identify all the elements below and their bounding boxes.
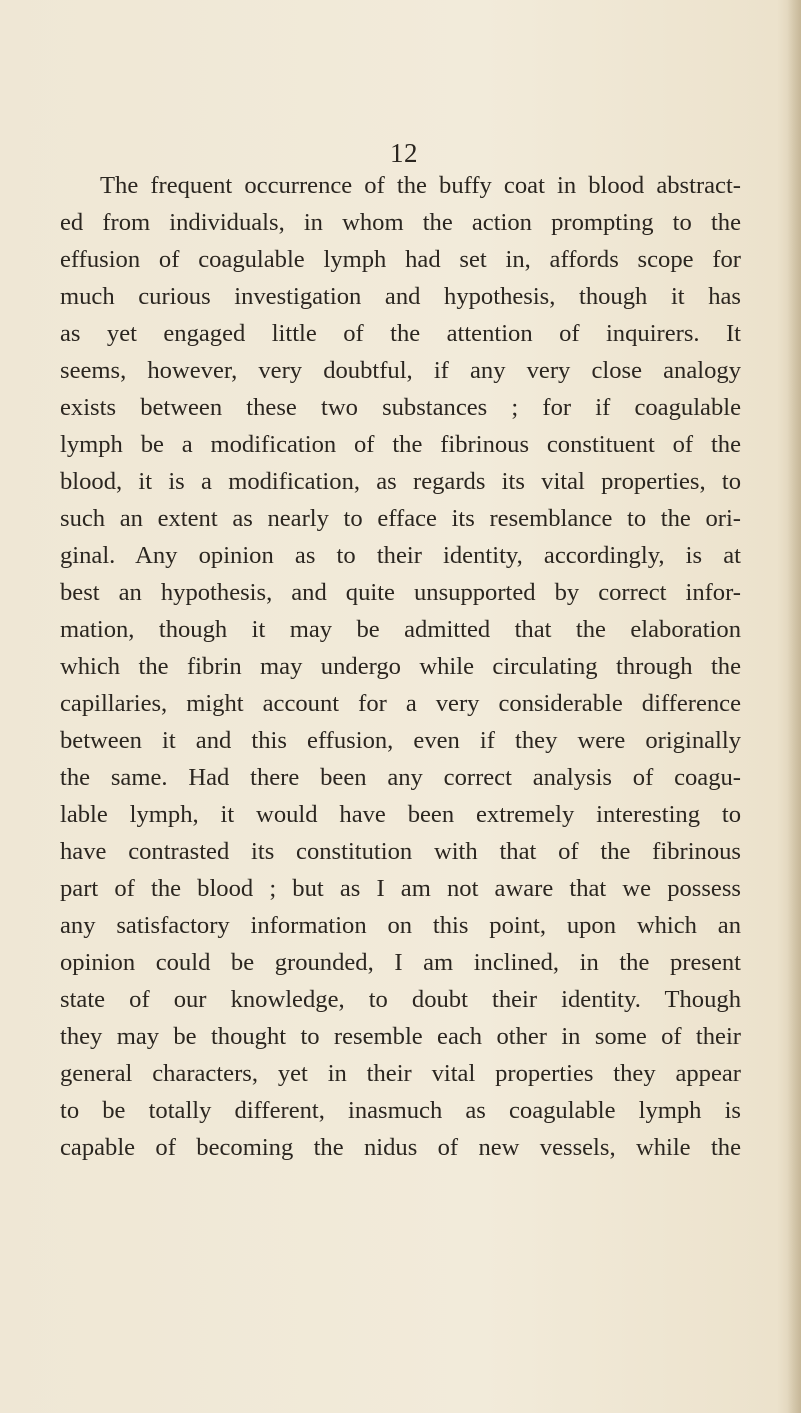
text-line: best an hypothesis, and quite unsupported by correct infor- (60, 579, 741, 606)
text-line: as yet engaged little of the attention of inquirers. It (60, 320, 741, 347)
text-line: which the fibrin may undergo while circulating through the (60, 653, 741, 680)
text-line: blood, it is a modification, as regards its vital properties, to (60, 468, 741, 495)
text-line: between it and this effusion, even if they were originally (60, 727, 741, 754)
page-number: 12 (390, 138, 418, 168)
text-line: effusion of coagulable lymph had set in, affords scope for (60, 246, 741, 273)
text-line: seems, however, very doubtful, if any very close analogy (60, 357, 741, 384)
text-line: to be totally different, inasmuch as coagulable lymph is (60, 1097, 741, 1124)
text-line: lable lymph, it would have been extremely interesting to (60, 801, 741, 828)
page-edge-shadow (787, 0, 801, 1413)
text-line: such an extent as nearly to efface its resemblance to the ori- (60, 505, 741, 532)
text-line: much curious investigation and hypothesis, though it has (60, 283, 741, 310)
text-line: state of our knowledge, to doubt their identity. Though (60, 986, 741, 1013)
text-line: capable of becoming the nidus of new vessels, while the (60, 1134, 741, 1161)
text-line: exists between these two substances ; for if coagulable (60, 394, 741, 421)
text-line: general characters, yet in their vital properties they appear (60, 1060, 741, 1087)
text-line: mation, though it may be admitted that the elaboration (60, 616, 741, 643)
text-line: the same. Had there been any correct analysis of coagu- (60, 764, 741, 791)
text-line: ginal. Any opinion as to their identity, accordingly, is at (60, 542, 741, 569)
text-line: have contrasted its constitution with that of the fibrinous (60, 838, 741, 865)
text-line: The frequent occurrence of the buffy coat in blood abstract- (100, 172, 741, 199)
text-line: ed from individuals, in whom the action prompting to the (60, 209, 741, 236)
text-line: capillaries, might account for a very considerable difference (60, 690, 741, 717)
text-line: lymph be a modification of the fibrinous constituent of the (60, 431, 741, 458)
text-line: opinion could be grounded, I am inclined, in the present (60, 949, 741, 976)
text-line: any satisfactory information on this point, upon which an (60, 912, 741, 939)
text-line: part of the blood ; but as I am not aware that we possess (60, 875, 741, 902)
text-line: they may be thought to resemble each other in some of their (60, 1023, 741, 1050)
